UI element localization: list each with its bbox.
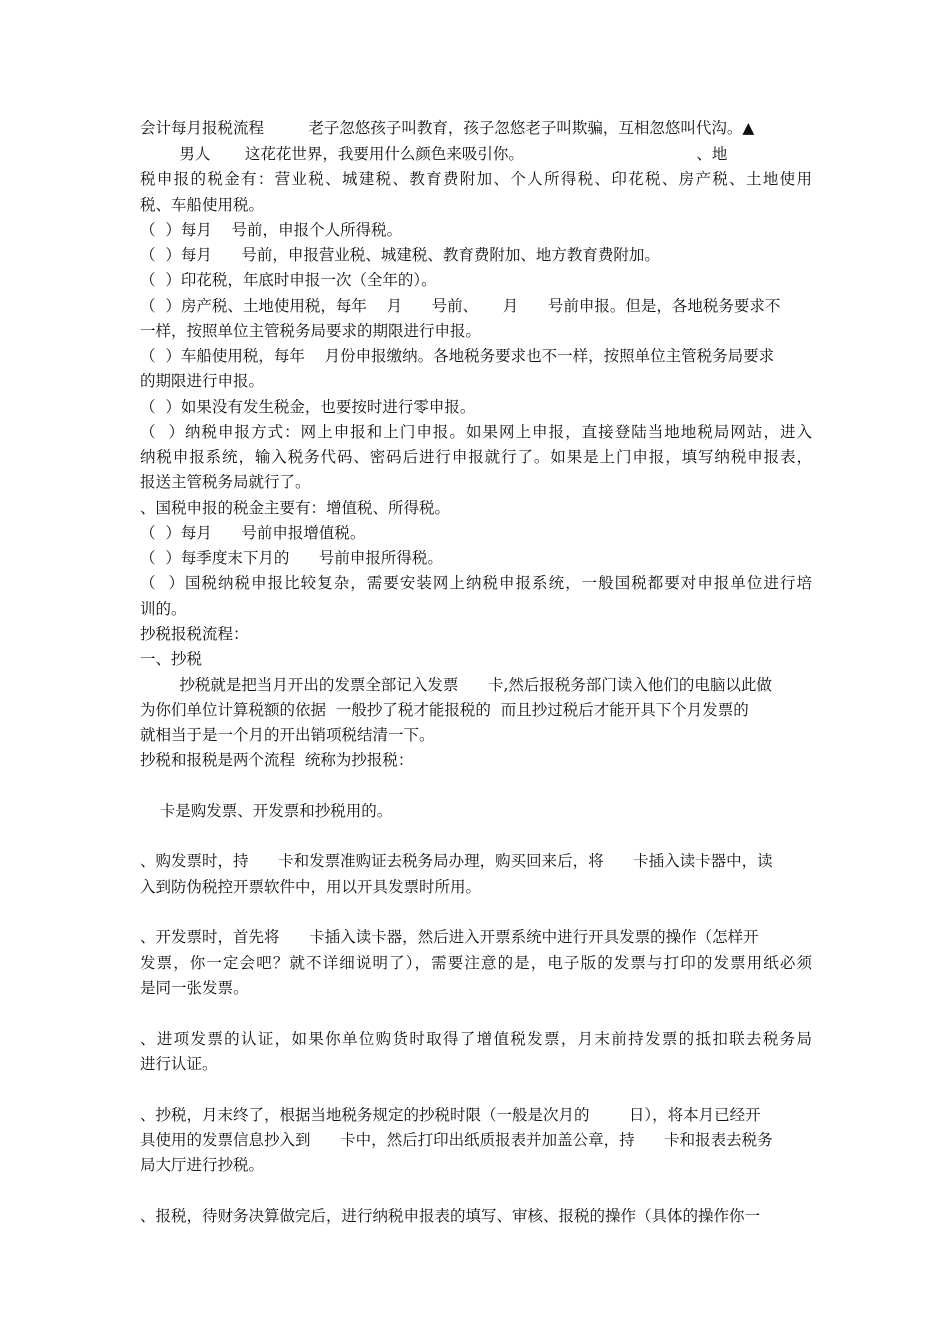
text-line: （ ）每月 号前，申报营业税、城建税、教育费附加、地方教育费附加。 [140, 246, 660, 264]
section-heading: 一、抄税 [140, 650, 203, 668]
text-line: 、开发票时，首先将 卡插入读卡器，然后进入开票系统中进行开具发票的操作（怎样开 [140, 928, 759, 946]
text-line: （ ）国税纳税申报比较复杂，需要安装网上纳税申报系统，一般国税都要对申报单位进行培 [140, 574, 812, 592]
text-line: 的期限进行申报。 [140, 372, 265, 390]
text-line: 局大厅进行抄税。 [140, 1156, 265, 1174]
text-line: 卡是购发票、开发票和抄税用的。 [140, 802, 393, 820]
text-line: 就相当于是一个月的开出销项税结清一下。 [140, 726, 435, 744]
text-line: 会计每月报税流程 老子忽悠孩子叫教育，孩子忽悠老子叫欺骗，互相忽悠叫代沟。▲ [140, 119, 755, 137]
text-line: （ ）每月 号前申报增值税。 [140, 524, 366, 542]
text-line: 、购发票时，持 卡和发票准购证去税务局办理，购买回来后，将 卡插入读卡器中，读 [140, 852, 773, 870]
text-line: （ ）房产税、土地使用税，每年 月 号前、 月 号前申报。但是，各地税务要求不 [140, 297, 781, 315]
text-line: （ ）车船使用税，每年 月份申报缴纳。各地税务要求也不一样，按照单位主管税务局要求 [140, 347, 775, 365]
text-line: 报送主管税务局就行了。 [140, 473, 311, 491]
section-heading: 抄税报税流程： [140, 625, 249, 643]
text-line: 、抄税，月末终了，根据当地税务规定的抄税时限（一般是次月的 日），将本月已经开 [140, 1106, 761, 1124]
text-line: 、国税申报的税金主要有：增值税、所得税。 [140, 499, 451, 517]
text-line: 具使用的发票信息抄入到 卡中，然后打印出纸质报表并加盖公章，持 卡和报表去税务 [140, 1131, 773, 1149]
text-line: 训的。 [140, 600, 187, 618]
text-line: （ ）如果没有发生税金，也要按时进行零申报。 [140, 398, 476, 416]
text-line: （ ）印花税，年底时申报一次（全年的）。 [140, 271, 437, 289]
text-line: 是同一张发票。 [140, 979, 249, 997]
text-line: （ ）每月 号前，申报个人所得税。 [140, 221, 403, 239]
text-line: 一样，按照单位主管税务局要求的期限进行申报。 [140, 322, 482, 340]
text-line: 、报税，待财务决算做完后，进行纳税申报表的填写、审核、报税的操作（具体的操作你一 [140, 1207, 761, 1225]
text-line: 纳税申报系统，输入税务代码、密码后进行申报就行了。如果是上门申报，填写纳税申报表， [140, 448, 812, 466]
text-line: 税、车船使用税。 [140, 196, 265, 214]
text-line: （ ）纳税申报方式：网上申报和上门申报。如果网上申报，直接登陆当地地税局网站，进入 [140, 423, 812, 441]
text-line: 男人 这花花世界，我要用什么颜色来吸引你。 、地 [140, 145, 728, 163]
text-line: 、进项发票的认证，如果你单位购货时取得了增值税发票，月末前持发票的抵扣联去税务局 [140, 1030, 812, 1048]
text-line: 发票，你一定会吧？就不详细说明了），需要注意的是，电子版的发票与打印的发票用纸必须 [140, 954, 812, 972]
text-line: 为你们单位计算税额的依据 一般抄了税才能报税的 而且抄过税后才能开具下个月发票的 [140, 701, 749, 719]
text-line: （ ）每季度末下月的 号前申报所得税。 [140, 549, 443, 567]
text-line: 入到防伪税控开票软件中，用以开具发票时所用。 [140, 878, 482, 896]
text-line: 抄税就是把当月开出的发票全部记入发票 卡,然后报税务部门读入他们的电脑以此做 [140, 676, 772, 694]
text-line: 税申报的税金有：营业税、城建税、教育费附加、个人所得税、印花税、房产税、土地使用 [140, 170, 812, 188]
text-line: 进行认证。 [140, 1055, 218, 1073]
text-line: 抄税和报税是两个流程 统称为抄报税： [140, 751, 414, 769]
